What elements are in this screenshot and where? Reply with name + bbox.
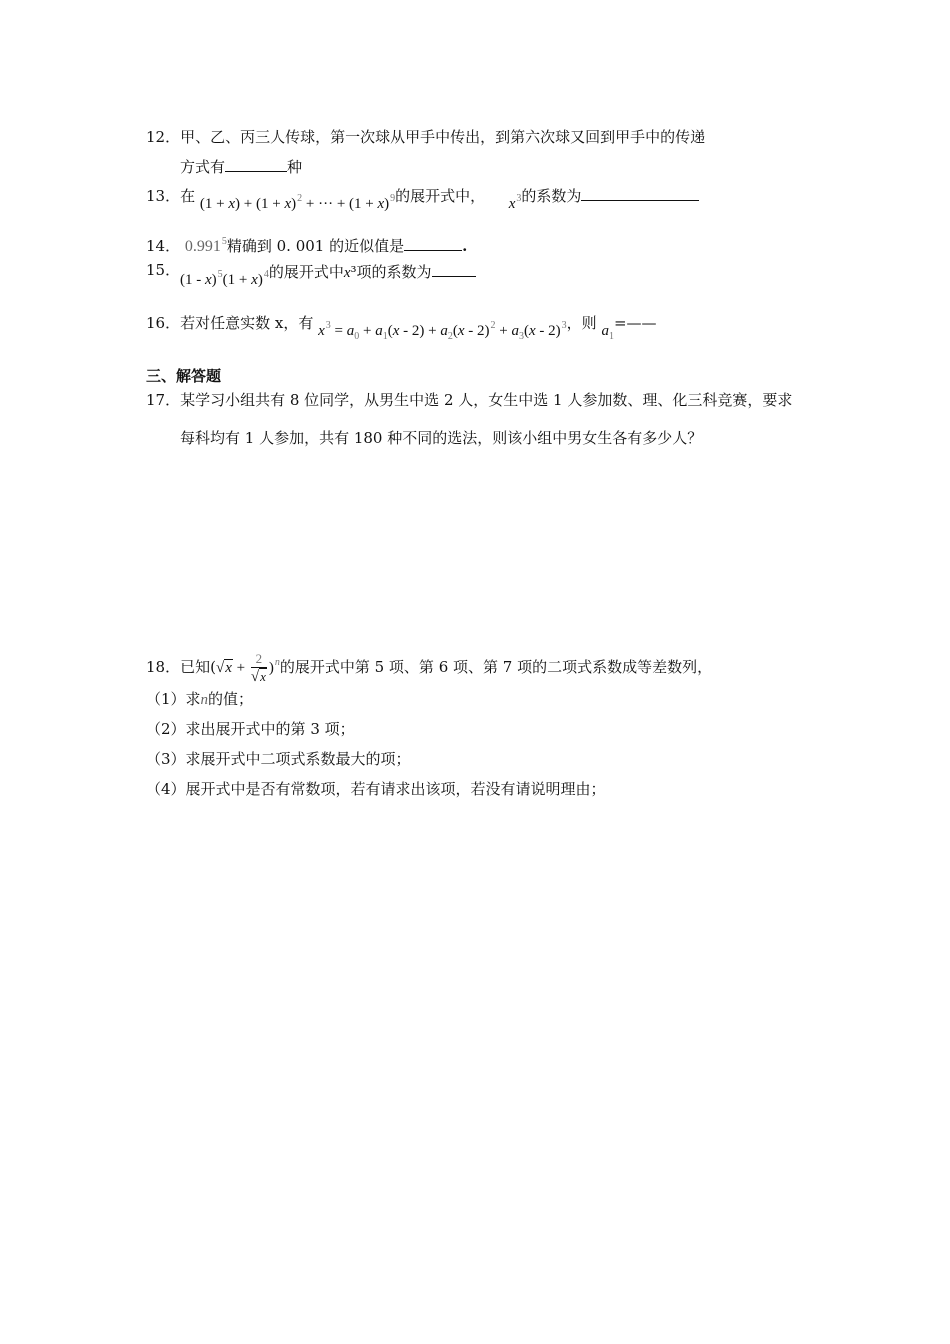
sum-expression: $(1 + x) + (1 + x)^2$ + ··· + $(1 + x)^9$: [199, 193, 396, 212]
x-cubed: $x^3$: [508, 193, 522, 212]
question-number: 15．: [146, 261, 181, 279]
answer-blank[interactable]: [581, 186, 699, 201]
question-12: [146, 127, 705, 147]
sub-question-3: （3）求展开式中二项式系数最大的项；: [146, 750, 411, 768]
question-number: 16．: [146, 314, 181, 332]
polynomial-identity: $x^3 = a_0 + a_1(x - 2) + a_2(x - 2)^2 + a_3(x - 2)^3$: [318, 320, 567, 342]
answer-blank[interactable]: [404, 236, 462, 251]
question-14: 14． 0.991$^5$精确到 0. 001 的近似值是 .: [146, 236, 468, 255]
question-17: [146, 390, 792, 410]
sub-question-2: （2）求出展开式中的第 3 项；: [146, 720, 355, 738]
sub-question-4: （4）展开式中是否有常数项，若有请求出该项，若没有请说明理由；: [146, 780, 606, 798]
question-number: 13．: [146, 187, 181, 205]
answer-blank[interactable]: [225, 157, 287, 172]
question-text: 方式有: [180, 158, 226, 176]
answer-blank[interactable]: =——: [613, 314, 657, 332]
question-text: 的展开式中，: [395, 187, 486, 205]
question-text: 在: [180, 187, 196, 205]
question-text: 的展开式中: [268, 263, 344, 281]
product-expression: $(1 - x)^5(1 + x)^4$: [180, 269, 269, 288]
binomial-expression: √x + $\frac{2}{√x}$ )$^n$: [215, 651, 280, 685]
answer-blank[interactable]: [432, 262, 476, 277]
question-15-body: $(1 - x)^5(1 + x)^4$的展开式中x³项的系数为: [180, 262, 476, 285]
question-16: [146, 313, 657, 342]
section-title: 三、解答题: [146, 367, 222, 385]
question-text: 某学习小组共有 8 位同学，从男生中选 2 人，女生中选 1 人参加数、理、化三科竞赛，要求: [180, 391, 793, 409]
question-15: [146, 260, 180, 280]
question-number: 17．: [146, 391, 181, 409]
question-text: 种: [287, 158, 303, 176]
question-text: 的展开式中第 5 项、第 6 项、第 7 项的二项式系数成等差数列，: [279, 657, 713, 676]
sub-question-1: （1）求n的值；: [146, 690, 254, 708]
question-text: 甲、乙、丙三人传球，第一次球从甲手中传出，到第六次球又回到甲手中的传递: [180, 128, 706, 146]
question-text: 项的系数为: [356, 263, 432, 281]
a1-symbol: $a_1$: [601, 323, 614, 342]
question-text: 若对任意实数 x，有: [180, 314, 314, 332]
question-text: ，则: [566, 314, 597, 332]
question-text: 精确到 0. 001 的近似值是: [226, 237, 405, 255]
question-18: [146, 651, 712, 686]
question-text: 的系数为: [521, 187, 582, 205]
question-text: 已知(: [180, 657, 216, 676]
question-number: 14．: [146, 237, 181, 255]
decimal-power: 0.991$^5$: [184, 236, 227, 255]
question-number: 12．: [146, 128, 181, 146]
question-12-line-2: [180, 157, 302, 177]
question-number: 18．: [146, 657, 181, 676]
question-13: [146, 186, 699, 212]
question-17-line-2: 每科均有 1 人参加，共有 180 种不同的选法，则该小组中男女生各有多少人？: [180, 429, 703, 447]
